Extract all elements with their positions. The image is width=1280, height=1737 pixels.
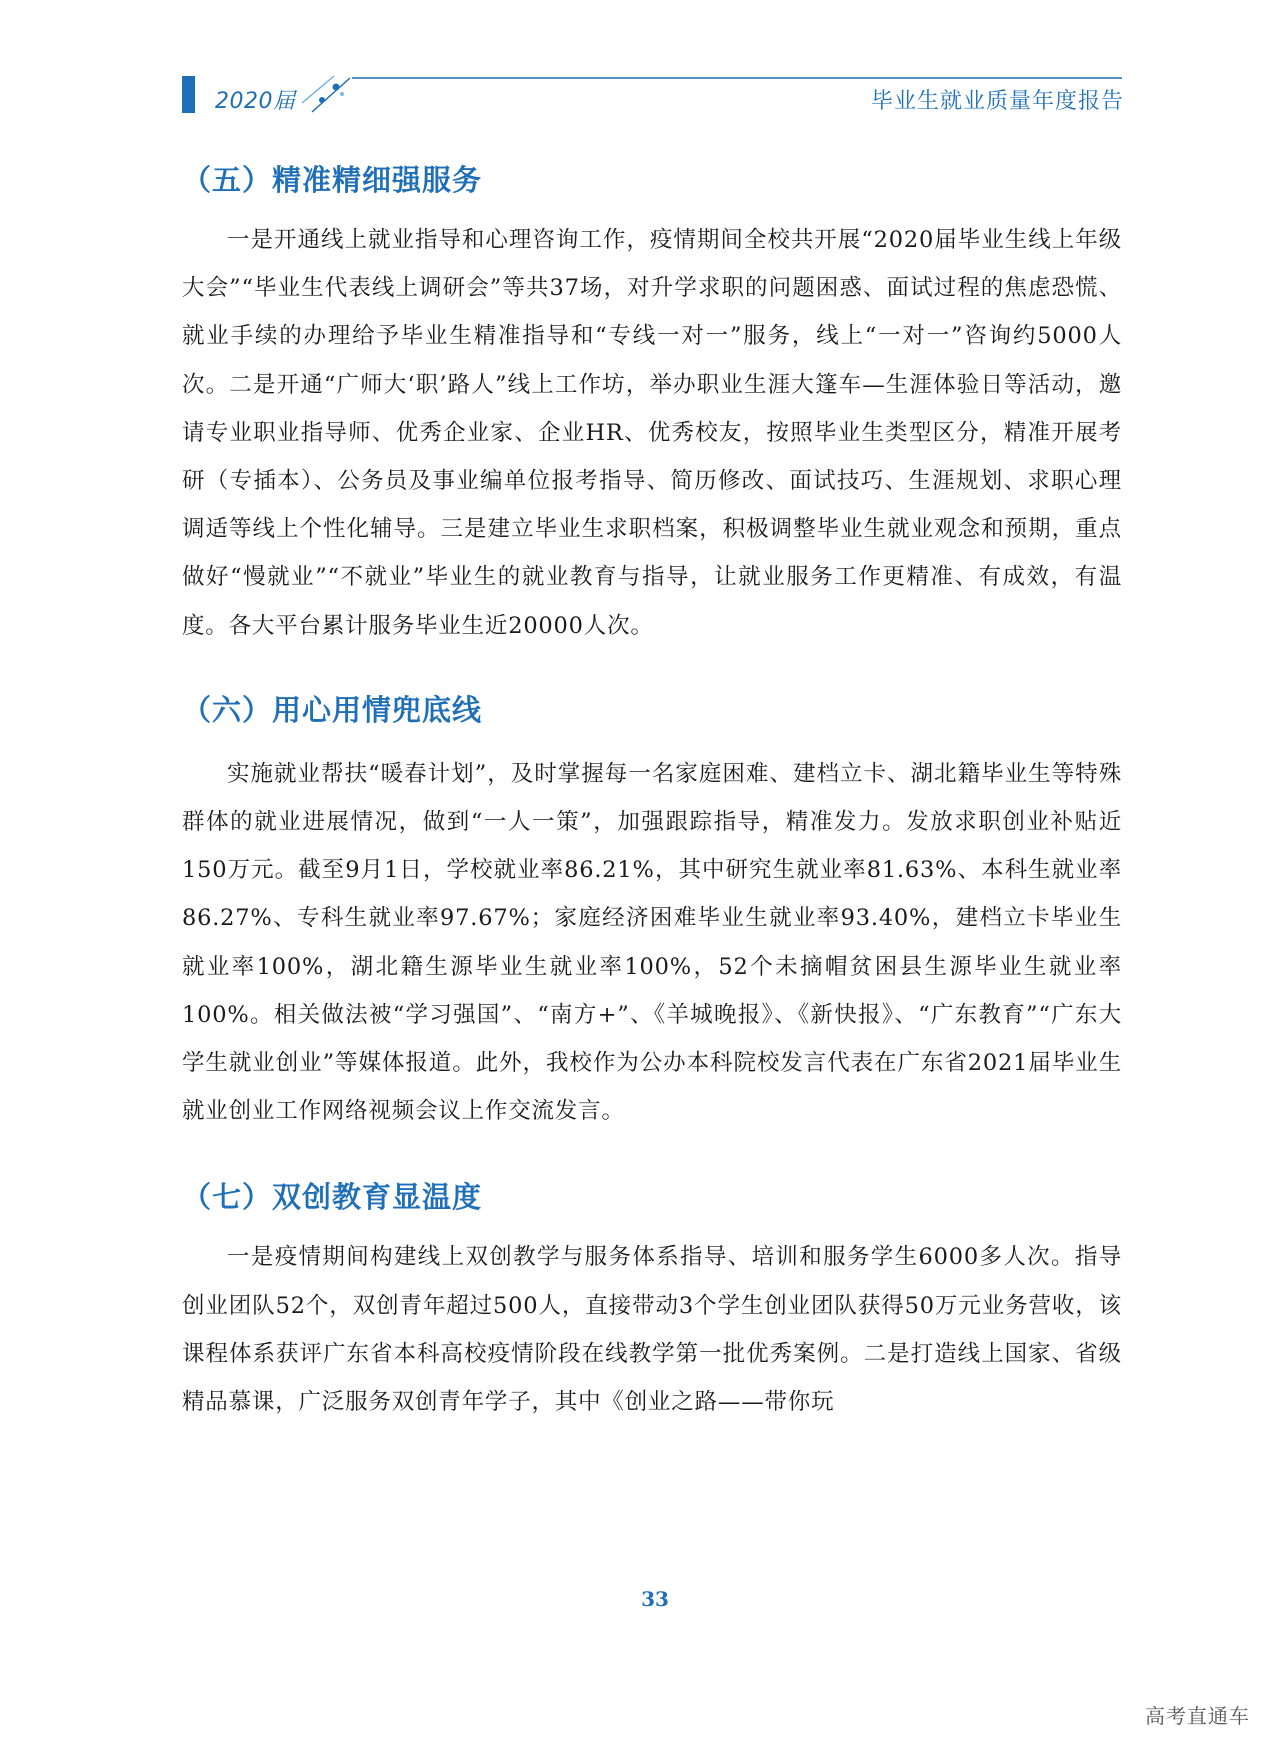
header-dot <box>333 84 340 91</box>
section-title-support: （六）用心用情兜底线 <box>182 692 483 727</box>
section-title-innovation: （七）双创教育显温度 <box>182 1180 483 1215</box>
section-paragraph-services: 一是开通线上就业指导和心理咨询工作，疫情期间全校共开展“2020届毕业生线上年级大会”“毕业生代表线上调研会”等共37场，对升学求职的问题困惑、面试过程的焦虑恐慌、就业手续的办理给予毕业生精准指导和“专线一对一”服务，线上“一对一”咨询约5000人次。二是开通“广师大‘职’路人”线上工作坊，举办职业生涯大篷车—生涯体验日等活动，邀请专业职业指导师、优秀企业家、企业HR、优秀校友，按照毕业生类型区分，精准开展考研（专插本）、公务员及事业编单位报考指导、简历修改、面试技巧、生涯规划、求职心理调适等线上个性化辅导。三是建立毕业生求职档案，积极调整毕业生就业观念和预期，重点做好“慢就业”“不就业”毕业生的就业教育与指导，让就业服务工作更精准、有成效，有温度。各大平台累计服务毕业生近20000人次。 <box>182 227 1122 639</box>
section-title-services: （五）精准精细强服务 <box>182 163 483 197</box>
section-paragraph-support: 实施就业帮扶“暖春计划”，及时掌握每一名家庭困难、建档立卡、湖北籍毕业生等特殊群体的就业进展情况，做到“一人一策”，加强跟踪指导，精准发力。发放求职创业补贴近150万元。截至9月1日，学校就业率86.21%，其中研究生就业率81.63%、本科生就业率86.27%、专科生就业率97.67%；家庭经济困难毕业生就业率93.40%，建档立卡毕业生就业率100%，湖北籍生源毕业生就业率100%，52个未摘帽贫困县生源毕业生就业率100%。相关做法被“学习强国”、“南方+”、《羊城晚报》、《新快报》、“广东教育”“广东大学生就业创业”等媒体报道。此外，我校作为公办本科院校发言代表在广东省2021届毕业生就业创业工作网络视频会议上作交流发言。 <box>182 760 1122 1125</box>
header-dot-2 <box>319 97 325 103</box>
header-dot-3 <box>340 92 344 96</box>
header-slash-line <box>312 78 350 112</box>
section-paragraph-innovation: 一是疫情期间构建线上双创教学与服务体系指导、培训和服务学生6000多人次。指导创业团队52个，双创青年超过500人，直接带动3个学生创业团队获得50万元业务营收，该课程体系获评广东省本科高校疫情阶段在线教学第一批优秀案例。二是打造线上国家、省级精品慕课，广泛服务双创青年学子，其中《创业之路——带你玩 <box>182 1244 1122 1416</box>
page-header <box>0 0 1280 130</box>
header-slash-line-2 <box>302 76 334 103</box>
watermark-text: 高考直通车 <box>1145 1704 1250 1728</box>
header-report-title: 毕业生就业质量年度报告 <box>870 89 1124 114</box>
page-content <box>182 158 1122 1426</box>
header-year-label: 2020届 <box>215 89 296 114</box>
page-number: 33 <box>641 1587 669 1611</box>
header-accent-bar <box>182 76 195 113</box>
